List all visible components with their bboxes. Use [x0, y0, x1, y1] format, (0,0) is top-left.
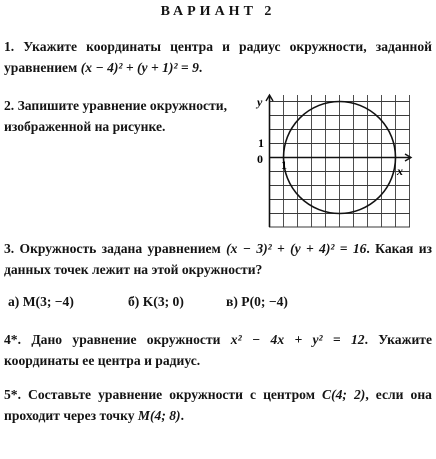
- x-tick-label: 1: [281, 158, 287, 172]
- answer-c: в) P(0; −4): [226, 294, 288, 309]
- graph-grid: [269, 95, 410, 227]
- task-4-text-a: Дано уравнение окружности: [21, 332, 231, 347]
- y-tick-label: 1: [258, 136, 264, 150]
- task-5: [4, 384, 432, 426]
- task-5-point: M(4; 8): [137, 408, 181, 423]
- task-4-equation: x² − 4x + y² = 12: [230, 332, 365, 347]
- task-5-number: 5*.: [4, 387, 21, 402]
- task-5-center: C(4; 2): [322, 387, 366, 402]
- task-3-text-b: . Какая из данных точек лежит на этой окружности?: [4, 241, 432, 277]
- task-3-equation: (x − 3)² + (y + 4)² = 16: [226, 241, 367, 256]
- task-4: [4, 329, 432, 371]
- task-1-number: 1.: [4, 39, 15, 54]
- circle-graph: [245, 93, 413, 229]
- answer-b: б) K(3; 0): [128, 294, 184, 309]
- task-1-equation: (x − 4)² + (y + 1)² = 9: [80, 60, 199, 75]
- variant-title: ВАРИАНТ 2: [160, 4, 276, 19]
- task-1-text-a: Укажите координаты центра и радиус окружности, заданной уравнением: [4, 39, 432, 75]
- task-1-text-b: .: [198, 60, 203, 75]
- task-5-text-b: , если она проходит через точку: [4, 387, 432, 423]
- task-3: [4, 238, 432, 280]
- task-4-text-b: . Укажите координаты ее центра и радиус.: [4, 332, 432, 368]
- task-2-number: 2.: [4, 98, 15, 113]
- task-2: [4, 95, 244, 137]
- task-4-number: 4*.: [4, 332, 21, 347]
- x-axis-label: x: [397, 164, 403, 178]
- task-2-text: Запишите уравнение окружности, изображенной на рисунке.: [4, 98, 227, 134]
- task-3-answers: [8, 291, 428, 312]
- task-5-text-c: .: [180, 408, 184, 423]
- answer-a: а) M(3; −4): [8, 294, 74, 309]
- task-3-number: 3.: [4, 241, 15, 256]
- task-1: [4, 36, 432, 78]
- origin-label: 0: [257, 152, 263, 166]
- y-axis-label: y: [257, 95, 263, 109]
- task-3-text-a: Окружность задана уравнением: [14, 241, 227, 256]
- task-5-text-a: Составьте уравнение окружности с центром: [21, 387, 323, 402]
